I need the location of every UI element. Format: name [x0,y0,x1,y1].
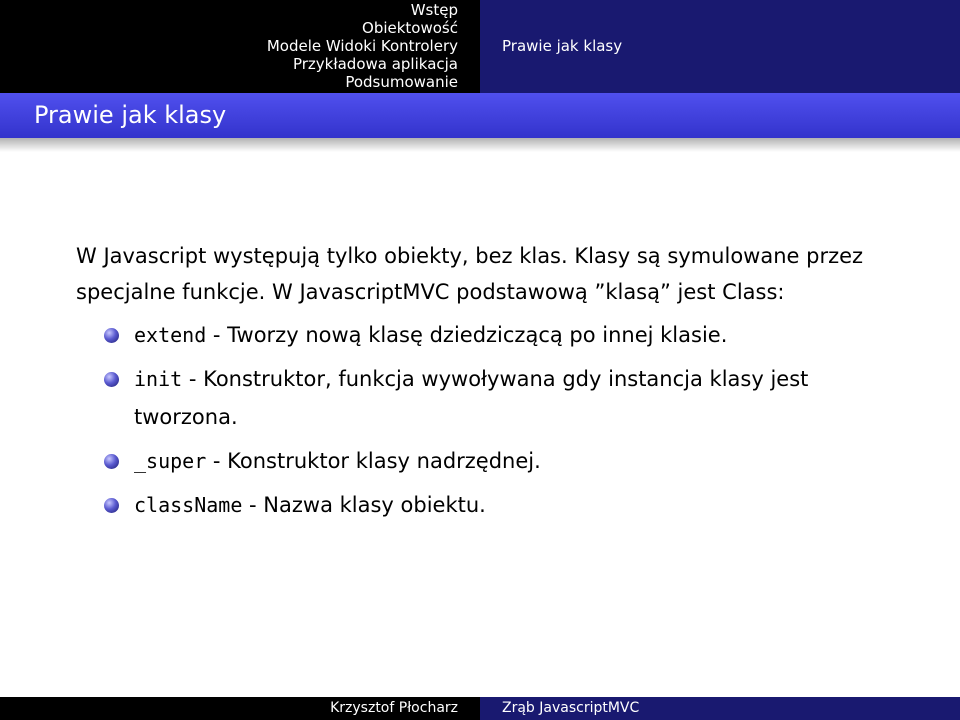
slide-content [76,238,896,530]
bullet-list [76,316,896,524]
bullet-icon [104,454,119,469]
list-item [76,360,896,436]
nav-section-mvc[interactable]: Modele Widoki Kontrolery [266,37,458,55]
frame-title: Prawie jak klasy [34,101,227,129]
frame-title-shadow [0,138,960,152]
list-item [76,486,896,524]
code-term: className [134,493,243,517]
footer-author: Krzysztof Płocharz [0,697,480,720]
footer-title: Zrąb JavascriptMVC [480,697,960,720]
nav-section-obiektowosc[interactable]: Obiektowość [362,19,458,37]
subsection-navigation [480,0,960,93]
nav-section-wstep[interactable]: Wstęp [410,1,458,19]
headline-bar [0,0,960,93]
bullet-icon [104,498,119,513]
nav-subsection-current[interactable]: Prawie jak klasy [502,37,623,55]
list-item [76,316,896,354]
nav-section-przykladowa-aplikacja[interactable]: Przykładowa aplikacja [292,55,458,73]
item-description: - Tworzy nową klasę dziedziczącą po innej klasie. [206,323,728,347]
frame-title-bar [0,93,960,138]
code-term: _super [134,449,207,473]
nav-section-podsumowanie[interactable]: Podsumowanie [345,73,458,91]
item-description: - Konstruktor, funkcja wywoływana gdy instancja klasy jest tworzona. [134,367,809,429]
footline-bar [0,697,960,720]
item-description: - Konstruktor klasy nadrzędnej. [206,449,541,473]
list-item [76,442,896,480]
bullet-icon [104,372,119,387]
code-term: extend [134,323,207,347]
section-navigation [0,0,480,93]
item-description: - Nazwa klasy obiektu. [242,493,486,517]
intro-paragraph: W Javascript występują tylko obiekty, bez klas. Klasy są symulowane przez specjalne funkcje. W JavascriptMVC podstawową ”klasą” jest Class: [76,244,864,304]
code-term: init [134,367,183,391]
bullet-icon [104,328,119,343]
